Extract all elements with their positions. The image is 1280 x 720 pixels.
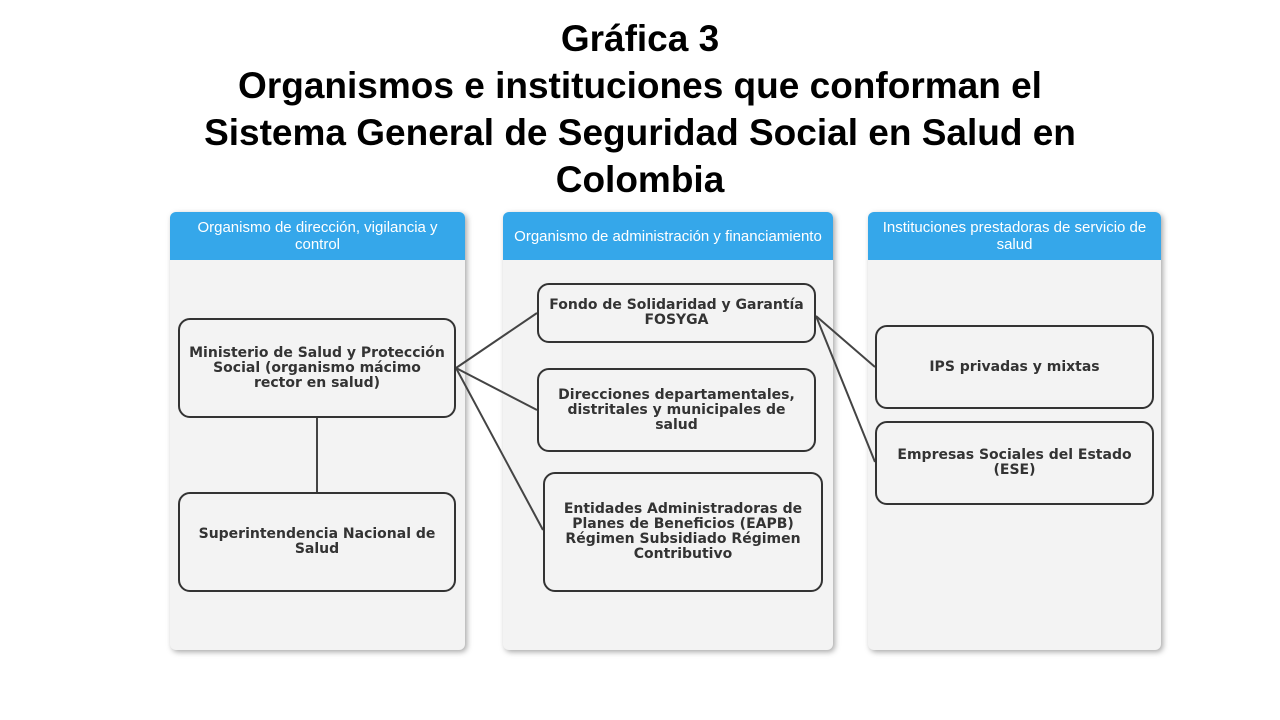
figure-number: Gráfica 3 <box>560 18 720 59</box>
node-fosyga: Fondo de Solidaridad y Garantía FOSYGA <box>537 283 816 343</box>
column-administration-header: Organismo de administración y financiamiento <box>503 212 833 260</box>
node-eapb: Entidades Administradoras de Planes de Beneficios (EAPB) Régimen Subsidiado Régimen Contributivo <box>543 472 823 592</box>
node-direcciones: Direcciones departamentales, distritales y municipales de salud <box>537 368 816 452</box>
node-superintendencia: Superintendencia Nacional de Salud <box>178 492 456 592</box>
column-direction-header: Organismo de dirección, vigilancia y control <box>170 212 465 260</box>
title-line-2: Sistema General de Seguridad Social en Salud en <box>204 112 1076 153</box>
node-ministerio: Ministerio de Salud y Protección Social (organismo mácimo rector en salud) <box>178 318 456 418</box>
node-ips: IPS privadas y mixtas <box>875 325 1154 409</box>
title-line-1: Organismos e instituciones que conforman el <box>238 65 1042 106</box>
column-providers-header: Instituciones prestadoras de servicio de salud <box>868 212 1161 260</box>
node-ese: Empresas Sociales del Estado (ESE) <box>875 421 1154 505</box>
title-line-3: Colombia <box>555 159 725 200</box>
